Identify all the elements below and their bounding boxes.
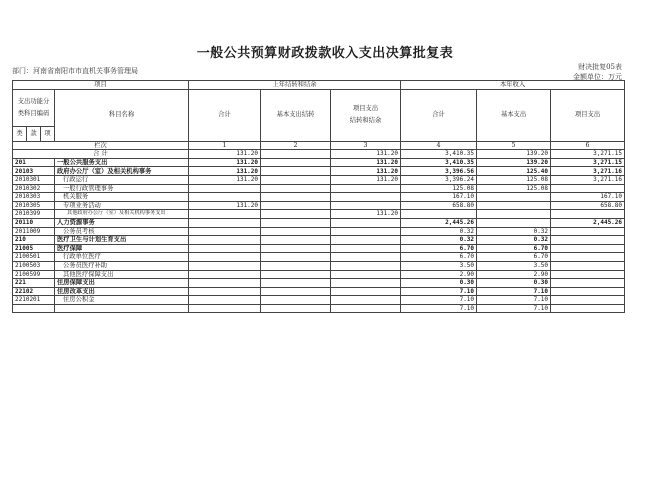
- row-subject-name: 住房保障支出: [55, 279, 189, 288]
- row-subject-name: 其他政府办公厅（室）及相关机构事务支出: [55, 210, 189, 219]
- row-code: [13, 304, 55, 313]
- row-value-c1: [189, 304, 261, 313]
- row-value-c2: [261, 201, 331, 210]
- row-value-c1: 131.20: [189, 201, 261, 210]
- row-value-c4: 6.70: [401, 253, 477, 262]
- row-value-c4: 7.10: [401, 304, 477, 313]
- row-value-c5: 2.90: [477, 270, 551, 279]
- row-value-c1: [189, 287, 261, 296]
- row-value-c1: [189, 253, 261, 262]
- row-value-c4: 0.32: [401, 236, 477, 245]
- row-value-c3: [331, 287, 401, 296]
- row-value-c5: [477, 193, 551, 202]
- header-kuan: 款: [27, 126, 41, 141]
- table-row: [13, 175, 625, 184]
- row-code: 21005: [13, 244, 55, 253]
- row-value-c4: 3,410.35: [401, 158, 477, 167]
- row-value-c3: [331, 261, 401, 270]
- row-value-c5: 3.50: [477, 261, 551, 270]
- row-value-c3: [331, 236, 401, 245]
- row-value-c3: 131.20: [331, 175, 401, 184]
- row-value-c6: [551, 279, 625, 288]
- table-row: [13, 253, 625, 262]
- row-value-c4: 2.90: [401, 270, 477, 279]
- row-value-c1: [189, 270, 261, 279]
- header-income-total: 合计: [401, 89, 477, 141]
- row-code: 2010399: [13, 210, 55, 219]
- row-subject-name: 人力资源事务: [55, 218, 189, 227]
- row-value-c2: [261, 175, 331, 184]
- total-c2: [261, 150, 331, 159]
- total-c5: 139.20: [477, 150, 551, 159]
- row-subject-name: 行政运行: [55, 175, 189, 184]
- row-value-c2: [261, 296, 331, 305]
- col-no-2: 2: [261, 141, 331, 150]
- row-subject-name: 一般公共服务支出: [55, 158, 189, 167]
- row-value-c6: [551, 261, 625, 270]
- row-value-c2: [261, 253, 331, 262]
- row-code: 2011009: [13, 227, 55, 236]
- row-value-c1: [189, 193, 261, 202]
- total-c3: 131.20: [331, 150, 401, 159]
- row-value-c4: 3,396.24: [401, 175, 477, 184]
- col-no-1: 1: [189, 141, 261, 150]
- table-row: [13, 218, 625, 227]
- table-row: [13, 279, 625, 288]
- row-code: 20110: [13, 218, 55, 227]
- table-row: [13, 304, 625, 313]
- row-code: 2210201: [13, 296, 55, 305]
- header-func-class-line1: 支出功能分: [17, 97, 50, 105]
- row-value-c2: [261, 167, 331, 176]
- row-value-c5: 125.40: [477, 167, 551, 176]
- row-value-c3: [331, 184, 401, 193]
- table-row: [13, 193, 625, 202]
- table-row: [13, 244, 625, 253]
- row-value-c1: [189, 210, 261, 219]
- row-value-c3: [331, 253, 401, 262]
- header-prev-balance: 上年结转和结余: [189, 81, 401, 90]
- row-value-c3: 131.20: [331, 210, 401, 219]
- row-value-c4: 0.30: [401, 279, 477, 288]
- row-code: 221: [13, 279, 55, 288]
- row-subject-name: [55, 304, 189, 313]
- col-no-5: 5: [477, 141, 551, 150]
- row-value-c1: [189, 236, 261, 245]
- row-value-c1: [189, 296, 261, 305]
- header-func-class: [13, 89, 55, 126]
- row-value-c3: [331, 304, 401, 313]
- row-value-c1: [189, 261, 261, 270]
- row-value-c3: [331, 227, 401, 236]
- table-row: [13, 227, 625, 236]
- row-subject-name: 医疗卫生与计划生育支出: [55, 236, 189, 245]
- row-value-c2: [261, 227, 331, 236]
- total-c4: 3,410.35: [401, 150, 477, 159]
- document-title: 一般公共预算财政拨款收入支出决算批复表: [196, 46, 454, 61]
- row-code: 210: [13, 236, 55, 245]
- row-value-c2: [261, 287, 331, 296]
- amount-unit: 金额单位：万元: [573, 73, 622, 81]
- row-subject-name: 政府办公厅（室）及相关机构事务: [55, 167, 189, 176]
- row-value-c2: [261, 236, 331, 245]
- row-value-c2: [261, 218, 331, 227]
- row-value-c1: [189, 218, 261, 227]
- row-value-c2: [261, 304, 331, 313]
- row-value-c1: [189, 184, 261, 193]
- row-value-c6: [551, 287, 625, 296]
- row-code: 2010301: [13, 175, 55, 184]
- approval-table: [12, 80, 625, 313]
- row-value-c5: 7.10: [477, 304, 551, 313]
- header-basic-balance: 基本支出结转: [261, 89, 331, 141]
- row-value-c6: 3,271.15: [551, 158, 625, 167]
- row-value-c4: 0.32: [401, 227, 477, 236]
- row-value-c3: [331, 270, 401, 279]
- row-value-c5: 125.08: [477, 184, 551, 193]
- row-value-c5: 0.32: [477, 236, 551, 245]
- row-code: 201: [13, 158, 55, 167]
- table-row: [13, 296, 625, 305]
- row-subject-name: 住房公积金: [55, 296, 189, 305]
- row-code: 22102: [13, 287, 55, 296]
- row-subject-name: 一般行政管理事务: [55, 184, 189, 193]
- row-value-c2: [261, 193, 331, 202]
- row-value-c6: 167.10: [551, 193, 625, 202]
- row-value-c3: 131.20: [331, 158, 401, 167]
- row-subject-name: 公务员医疗补助: [55, 261, 189, 270]
- row-subject-name: 公务员考核: [55, 227, 189, 236]
- row-value-c5: [477, 210, 551, 219]
- row-value-c5: [477, 201, 551, 210]
- table-row: [13, 236, 625, 245]
- row-code: 2010303: [13, 193, 55, 202]
- row-value-c6: 2,445.26: [551, 218, 625, 227]
- row-value-c6: [551, 244, 625, 253]
- row-value-c1: [189, 227, 261, 236]
- row-value-c1: [189, 279, 261, 288]
- table-row: [13, 184, 625, 193]
- header-basic-exp: 基本支出: [477, 89, 551, 141]
- row-value-c5: [477, 218, 551, 227]
- form-number: 财决批复05表: [578, 63, 622, 71]
- row-value-c5: 7.10: [477, 287, 551, 296]
- row-subject-name: 机关服务: [55, 193, 189, 202]
- table-row: [13, 287, 625, 296]
- row-value-c5: 6.70: [477, 253, 551, 262]
- row-value-c5: 0.32: [477, 227, 551, 236]
- table-row: [13, 270, 625, 279]
- row-value-c6: 3,271.16: [551, 175, 625, 184]
- row-value-c6: [551, 270, 625, 279]
- row-code: 2010302: [13, 184, 55, 193]
- table-row: [13, 210, 625, 219]
- row-value-c3: [331, 218, 401, 227]
- table-body: [13, 158, 625, 313]
- header-column-no: 栏次: [13, 141, 189, 150]
- row-value-c6: [551, 296, 625, 305]
- row-value-c1: 131.20: [189, 167, 261, 176]
- total-c1: 131.20: [189, 150, 261, 159]
- row-value-c4: 658.80: [401, 201, 477, 210]
- row-value-c6: [551, 184, 625, 193]
- row-value-c3: [331, 193, 401, 202]
- row-value-c5: 6.70: [477, 244, 551, 253]
- row-value-c5: 7.10: [477, 296, 551, 305]
- row-value-c2: [261, 244, 331, 253]
- row-code: 2100599: [13, 270, 55, 279]
- row-value-c6: 3,271.16: [551, 167, 625, 176]
- row-value-c6: [551, 210, 625, 219]
- row-value-c1: [189, 244, 261, 253]
- row-value-c5: 0.30: [477, 279, 551, 288]
- header-func-class-line2: 类科目编码: [17, 109, 50, 117]
- row-value-c2: [261, 279, 331, 288]
- row-code: 2010305: [13, 201, 55, 210]
- header-proj-exp: 项目支出: [551, 89, 625, 141]
- row-value-c4: 167.10: [401, 193, 477, 202]
- header-subject-name: 科目名称: [55, 89, 189, 141]
- row-value-c3: [331, 244, 401, 253]
- row-subject-name: 专项业务活动: [55, 201, 189, 210]
- row-subject-name: 行政单位医疗: [55, 253, 189, 262]
- row-value-c4: 7.10: [401, 287, 477, 296]
- row-subject-name: 住房改革支出: [55, 287, 189, 296]
- row-value-c5: 139.20: [477, 158, 551, 167]
- header-proj-balance-line2: 结转和结余: [349, 117, 382, 125]
- row-value-c6: [551, 227, 625, 236]
- row-value-c3: [331, 201, 401, 210]
- row-value-c2: [261, 270, 331, 279]
- row-value-c3: [331, 279, 401, 288]
- row-value-c2: [261, 210, 331, 219]
- row-value-c4: 2,445.26: [401, 218, 477, 227]
- row-value-c4: 3.50: [401, 261, 477, 270]
- row-value-c3: 131.20: [331, 167, 401, 176]
- row-value-c5: 125.08: [477, 175, 551, 184]
- header-proj-balance: [331, 89, 401, 141]
- header-income: 本年收入: [401, 81, 625, 90]
- row-value-c6: 658.80: [551, 201, 625, 210]
- row-subject-name: 医疗保障: [55, 244, 189, 253]
- row-value-c6: [551, 253, 625, 262]
- header-proj-balance-line1: 项目支出: [352, 105, 379, 113]
- row-value-c2: [261, 158, 331, 167]
- row-value-c4: [401, 210, 477, 219]
- row-value-c4: 3,396.56: [401, 167, 477, 176]
- header-prev-total: 合计: [189, 89, 261, 141]
- row-value-c3: [331, 296, 401, 305]
- header-project: 项目: [13, 81, 189, 90]
- table-row: [13, 158, 625, 167]
- row-code: 2100503: [13, 261, 55, 270]
- row-value-c2: [261, 184, 331, 193]
- row-value-c4: 6.70: [401, 244, 477, 253]
- row-value-c6: [551, 304, 625, 313]
- col-no-4: 4: [401, 141, 477, 150]
- row-value-c4: 7.10: [401, 296, 477, 305]
- table-row: [13, 201, 625, 210]
- header-xiang: 项: [41, 126, 55, 141]
- row-value-c6: [551, 236, 625, 245]
- row-value-c4: 125.08: [401, 184, 477, 193]
- header-lei: 类: [13, 126, 27, 141]
- total-c6: 3,271.15: [551, 150, 625, 159]
- table-row: [13, 261, 625, 270]
- department-label: 部门：河南省南阳市市直机关事务管理局: [12, 67, 138, 75]
- row-code: 2100501: [13, 253, 55, 262]
- col-no-3: 3: [331, 141, 401, 150]
- row-value-c1: 131.20: [189, 158, 261, 167]
- row-subject-name: 其他医疗保障支出: [55, 270, 189, 279]
- row-code: 20103: [13, 167, 55, 176]
- row-value-c1: 131.20: [189, 175, 261, 184]
- row-value-c2: [261, 261, 331, 270]
- table-row: [13, 167, 625, 176]
- total-row-label: 合 计: [13, 150, 189, 159]
- col-no-6: 6: [551, 141, 625, 150]
